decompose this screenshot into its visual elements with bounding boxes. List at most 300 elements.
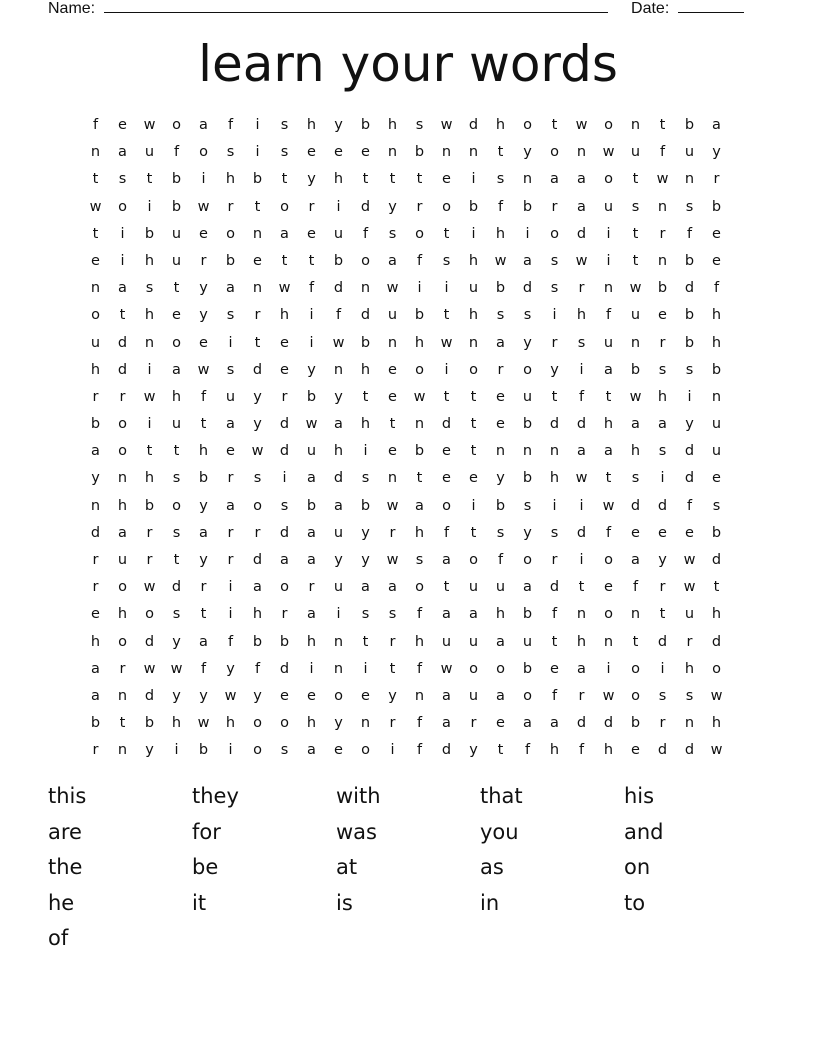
- grid-letter: y: [199, 280, 208, 297]
- grid-letter: b: [144, 497, 155, 514]
- grid-letter: r: [713, 171, 720, 188]
- grid-letter: o: [415, 579, 424, 596]
- grid-letter: s: [442, 252, 451, 269]
- grid-letter: y: [307, 171, 316, 188]
- grid-letter: h: [495, 606, 506, 623]
- grid-letter: n: [468, 334, 479, 351]
- grid-letter: b: [522, 198, 533, 215]
- grid-letter: o: [604, 552, 613, 568]
- grid-letter: s: [577, 334, 586, 351]
- grid-letter: a: [415, 497, 424, 514]
- grid-letter: e: [388, 443, 397, 460]
- grid-letter: u: [468, 579, 479, 596]
- grid-letter: t: [578, 579, 585, 596]
- grid-letter: w: [656, 171, 669, 188]
- grid-letter: o: [334, 687, 343, 704]
- word-bank-item: this: [48, 784, 87, 808]
- grid-letter: o: [523, 552, 532, 568]
- grid-letter: s: [658, 443, 667, 460]
- grid-letter: d: [90, 524, 101, 541]
- word-bank-item: that: [480, 784, 523, 808]
- grid-letter: a: [496, 633, 505, 650]
- grid-letter: w: [89, 198, 102, 215]
- grid-letter: o: [118, 579, 127, 596]
- grid-letter: t: [497, 144, 504, 161]
- grid-letter: t: [200, 416, 207, 433]
- grid-letter: y: [334, 552, 343, 568]
- grid-letter: n: [657, 198, 668, 215]
- grid-letter: i: [309, 334, 314, 351]
- grid-letter: a: [631, 416, 640, 433]
- grid-letter: s: [415, 117, 424, 133]
- grid-letter: h: [306, 633, 317, 650]
- grid-letter: d: [117, 361, 128, 378]
- word-bank-item: as: [480, 855, 504, 879]
- grid-letter: r: [659, 715, 666, 732]
- grid-letter: s: [226, 361, 235, 378]
- grid-letter: a: [172, 361, 181, 378]
- grid-letter: y: [496, 470, 505, 487]
- grid-letter: i: [147, 416, 152, 433]
- grid-letter: o: [469, 552, 478, 568]
- grid-letter: a: [199, 117, 208, 133]
- grid-letter: e: [496, 416, 505, 433]
- grid-letter: b: [171, 171, 182, 188]
- grid-letter: a: [199, 633, 208, 650]
- grid-letter: o: [442, 497, 451, 514]
- grid-letter: o: [712, 660, 721, 677]
- grid-letter: s: [280, 497, 289, 514]
- word-bank-item: at: [336, 855, 358, 879]
- grid-letter: t: [173, 443, 180, 460]
- grid-letter: w: [575, 470, 588, 487]
- grid-letter: b: [198, 742, 209, 759]
- grid-row: [82, 493, 730, 520]
- grid-letter: e: [199, 334, 208, 351]
- word-bank-item: you: [480, 819, 519, 844]
- grid-letter: w: [440, 660, 453, 677]
- grid-letter: w: [143, 117, 156, 133]
- grid-letter: b: [522, 470, 533, 487]
- grid-letter: i: [660, 660, 665, 677]
- grid-letter: y: [199, 552, 208, 568]
- grid-letter: i: [525, 225, 530, 242]
- grid-letter: b: [414, 307, 425, 324]
- grid-letter: h: [225, 715, 236, 732]
- grid-letter: f: [605, 524, 612, 541]
- grid-letter: b: [495, 280, 506, 297]
- grid-letter: h: [144, 470, 155, 487]
- grid-letter: r: [389, 633, 396, 650]
- grid-letter: y: [334, 715, 343, 732]
- grid-letter: r: [578, 280, 585, 297]
- grid-letter: o: [280, 579, 289, 596]
- grid-letter: t: [443, 579, 450, 596]
- grid-letter: i: [282, 470, 287, 487]
- grid-letter: u: [468, 687, 479, 704]
- grid-letter: u: [333, 579, 344, 596]
- grid-letter: h: [279, 307, 290, 324]
- grid-letter: d: [333, 280, 344, 297]
- grid-letter: t: [281, 252, 288, 269]
- grid-letter: i: [552, 307, 557, 324]
- grid-letter: h: [495, 225, 506, 242]
- grid-letter: o: [226, 225, 235, 242]
- grid-letter: e: [280, 687, 289, 704]
- grid-letter: t: [389, 660, 396, 677]
- grid-letter: s: [253, 470, 262, 487]
- grid-letter: f: [416, 660, 423, 677]
- grid-letter: t: [551, 633, 558, 650]
- grid-letter: a: [631, 552, 640, 568]
- grid-letter: e: [118, 117, 127, 133]
- grid-letter: r: [659, 225, 666, 242]
- grid-letter: i: [417, 280, 422, 297]
- grid-letter: o: [604, 171, 613, 188]
- grid-letter: b: [684, 307, 695, 324]
- grid-letter: b: [684, 334, 695, 351]
- grid-letter: n: [711, 388, 722, 405]
- grid-letter: s: [550, 524, 559, 541]
- grid-letter: o: [550, 225, 559, 242]
- grid-letter: t: [470, 388, 477, 405]
- grid-row: [82, 275, 730, 302]
- grid-letter: y: [172, 687, 181, 704]
- grid-letter: h: [630, 443, 641, 460]
- grid-letter: u: [306, 443, 317, 460]
- grid-letter: a: [550, 715, 559, 732]
- grid-letter: a: [307, 606, 316, 623]
- grid-letter: s: [550, 252, 559, 269]
- grid-letter: i: [390, 742, 395, 759]
- grid-letter: s: [496, 307, 505, 324]
- grid-letter: s: [631, 198, 640, 215]
- grid-letter: e: [91, 606, 100, 623]
- grid-letter: a: [334, 416, 343, 433]
- grid-letter: t: [416, 470, 423, 487]
- grid-letter: a: [388, 579, 397, 596]
- grid-letter: t: [146, 171, 153, 188]
- grid-letter: o: [523, 361, 532, 378]
- grid-letter: e: [91, 252, 100, 269]
- grid-letter: e: [550, 660, 559, 677]
- grid-letter: i: [147, 198, 152, 215]
- grid-letter: i: [606, 660, 611, 677]
- grid-letter: w: [602, 144, 615, 161]
- grid-letter: r: [254, 307, 261, 324]
- grid-letter: h: [117, 497, 128, 514]
- grid-letter: w: [440, 334, 453, 351]
- grid-letter: a: [523, 252, 532, 269]
- grid-letter: a: [91, 660, 100, 677]
- grid-letter: t: [659, 117, 666, 133]
- grid-letter: e: [280, 361, 289, 378]
- grid-letter: d: [630, 497, 641, 514]
- grid-letter: b: [495, 497, 506, 514]
- grid-letter: b: [198, 470, 209, 487]
- grid-letter: e: [253, 252, 262, 269]
- grid-letter: s: [361, 606, 370, 623]
- grid-letter: y: [712, 144, 721, 161]
- grid-letter: t: [497, 742, 504, 759]
- grid-letter: r: [551, 334, 558, 351]
- grid-letter: n: [360, 280, 371, 297]
- grid-letter: h: [225, 171, 236, 188]
- grid-letter: r: [281, 606, 288, 623]
- word-bank-item: are: [48, 819, 82, 844]
- grid-letter: t: [362, 171, 369, 188]
- grid-letter: n: [144, 334, 155, 351]
- grid-letter: w: [575, 117, 588, 133]
- grid-letter: u: [441, 633, 452, 650]
- grid-letter: b: [360, 334, 371, 351]
- grid-letter: f: [416, 606, 423, 623]
- grid-letter: o: [253, 497, 262, 514]
- grid-letter: d: [711, 552, 722, 568]
- grid-letter: a: [118, 524, 127, 541]
- grid-letter: a: [280, 225, 289, 242]
- grid-letter: h: [711, 334, 722, 351]
- grid-letter: s: [523, 307, 532, 324]
- grid-letter: u: [684, 606, 695, 623]
- grid-letter: b: [414, 144, 425, 161]
- grid-letter: w: [710, 742, 723, 759]
- grid-letter: i: [147, 361, 152, 378]
- grid-letter: i: [471, 497, 476, 514]
- grid-letter: n: [495, 443, 506, 460]
- grid-letter: b: [225, 252, 236, 269]
- grid-letter: s: [496, 524, 505, 541]
- grid-letter: r: [227, 470, 234, 487]
- grid-letter: r: [659, 334, 666, 351]
- grid-letter: y: [685, 416, 694, 433]
- grid-letter: i: [228, 579, 233, 596]
- date-blank[interactable]: [678, 0, 744, 13]
- grid-letter: a: [91, 687, 100, 704]
- grid-letter: y: [145, 742, 154, 759]
- grid-letter: e: [658, 524, 667, 541]
- grid-letter: u: [522, 388, 533, 405]
- word-bank-item: is: [336, 890, 353, 915]
- grid-letter: u: [144, 144, 155, 161]
- grid-letter: r: [146, 552, 153, 568]
- grid-letter: r: [92, 579, 99, 596]
- grid-letter: h: [90, 633, 101, 650]
- grid-letter: w: [143, 388, 156, 405]
- grid-letter: w: [197, 715, 210, 732]
- grid-letter: s: [226, 307, 235, 324]
- grid-letter: a: [604, 443, 613, 460]
- grid-letter: t: [389, 416, 396, 433]
- grid-letter: h: [144, 252, 155, 269]
- grid-letter: d: [684, 280, 695, 297]
- grid-letter: h: [684, 660, 695, 677]
- grid-letter: r: [308, 579, 315, 596]
- grid-letter: u: [711, 416, 722, 433]
- grid-letter: n: [360, 715, 371, 732]
- grid-letter: t: [632, 171, 639, 188]
- grid-letter: f: [227, 633, 234, 650]
- grid-letter: u: [711, 443, 722, 460]
- grid-letter: w: [386, 552, 399, 568]
- word-bank-item: in: [480, 890, 500, 915]
- grid-letter: d: [576, 225, 587, 242]
- grid-letter: e: [469, 470, 478, 487]
- grid-letter: u: [603, 198, 614, 215]
- grid-letter: n: [576, 144, 587, 161]
- grid-letter: h: [414, 633, 425, 650]
- grid-letter: h: [198, 443, 209, 460]
- grid-letter: i: [336, 606, 341, 623]
- grid-letter: e: [226, 443, 235, 460]
- grid-letter: n: [252, 225, 263, 242]
- grid-letter: i: [228, 334, 233, 351]
- grid-letter: u: [603, 334, 614, 351]
- grid-letter: f: [713, 280, 720, 297]
- grid-letter: d: [603, 715, 614, 732]
- grid-letter: u: [630, 307, 641, 324]
- grid-letter: i: [552, 497, 557, 514]
- grid-row: [82, 574, 730, 601]
- grid-letter: w: [143, 579, 156, 596]
- grid-letter: i: [444, 361, 449, 378]
- grid-letter: u: [333, 225, 344, 242]
- grid-letter: t: [362, 388, 369, 405]
- grid-letter: b: [360, 497, 371, 514]
- grid-letter: d: [441, 742, 452, 759]
- grid-letter: h: [144, 307, 155, 324]
- grid-letter: w: [251, 443, 264, 460]
- grid-letter: d: [279, 416, 290, 433]
- grid-letter: w: [170, 660, 183, 677]
- grid-letter: h: [549, 470, 560, 487]
- grid-letter: d: [684, 443, 695, 460]
- grid-letter: t: [632, 252, 639, 269]
- grid-letter: n: [603, 633, 614, 650]
- grid-letter: t: [443, 388, 450, 405]
- grid-letter: y: [226, 660, 235, 677]
- grid-letter: i: [579, 361, 584, 378]
- grid-letter: e: [334, 144, 343, 161]
- grid-letter: t: [416, 171, 423, 188]
- grid-letter: h: [468, 252, 479, 269]
- grid-letter: o: [415, 225, 424, 242]
- grid-letter: o: [280, 715, 289, 732]
- grid-letter: f: [227, 117, 234, 133]
- grid-letter: f: [659, 144, 666, 161]
- grid-letter: o: [631, 687, 640, 704]
- grid-letter: d: [252, 552, 263, 568]
- grid-letter: t: [146, 443, 153, 460]
- grid-letter: h: [360, 416, 371, 433]
- grid-letter: a: [712, 117, 721, 133]
- grid-row: [82, 737, 730, 764]
- date-label: Date:: [631, 0, 670, 17]
- grid-letter: y: [172, 633, 181, 650]
- grid-letter: o: [361, 742, 370, 759]
- grid-letter: f: [551, 687, 558, 704]
- grid-letter: a: [253, 579, 262, 596]
- grid-letter: o: [415, 361, 424, 378]
- grid-letter: d: [279, 660, 290, 677]
- grid-letter: n: [117, 470, 128, 487]
- grid-letter: f: [308, 280, 315, 297]
- grid-letter: a: [442, 606, 451, 623]
- grid-letter: f: [92, 117, 99, 133]
- grid-letter: i: [363, 443, 368, 460]
- grid-letter: a: [496, 687, 505, 704]
- grid-letter: n: [117, 742, 128, 759]
- grid-letter: b: [522, 660, 533, 677]
- grid-letter: a: [658, 416, 667, 433]
- grid-letter: d: [522, 280, 533, 297]
- grid-letter: r: [227, 524, 234, 541]
- grid-letter: a: [307, 524, 316, 541]
- grid-row: [82, 248, 730, 275]
- grid-letter: w: [386, 280, 399, 297]
- word-bank-item: be: [192, 855, 219, 879]
- grid-letter: n: [387, 144, 398, 161]
- grid-letter: n: [684, 715, 695, 732]
- grid-letter: e: [631, 742, 640, 759]
- grid-letter: e: [307, 225, 316, 242]
- name-blank[interactable]: [104, 0, 608, 13]
- grid-letter: r: [686, 633, 693, 650]
- grid-letter: r: [92, 388, 99, 405]
- grid-letter: s: [172, 470, 181, 487]
- grid-letter: f: [416, 742, 423, 759]
- word-bank: [48, 781, 788, 959]
- grid-row: [82, 656, 730, 683]
- grid-letter: d: [549, 416, 560, 433]
- grid-row: [82, 547, 730, 574]
- grid-letter: e: [361, 144, 370, 161]
- grid-letter: y: [334, 388, 343, 405]
- grid-letter: y: [388, 198, 397, 215]
- grid-letter: s: [712, 497, 721, 514]
- word-bank-item: it: [192, 890, 207, 915]
- grid-letter: n: [333, 660, 344, 677]
- grid-letter: n: [387, 470, 398, 487]
- grid-letter: t: [659, 606, 666, 623]
- grid-letter: f: [200, 388, 207, 405]
- grid-letter: u: [630, 144, 641, 161]
- grid-letter: e: [604, 579, 613, 596]
- grid-letter: r: [92, 552, 99, 568]
- grid-letter: h: [711, 715, 722, 732]
- grid-letter: d: [576, 715, 587, 732]
- grid-letter: w: [305, 416, 318, 433]
- grid-letter: r: [281, 388, 288, 405]
- grid-letter: h: [549, 742, 560, 759]
- grid-letter: a: [496, 334, 505, 351]
- word-bank-item: with: [336, 784, 381, 808]
- grid-letter: h: [90, 361, 101, 378]
- grid-letter: d: [117, 334, 128, 351]
- grid-letter: e: [388, 361, 397, 378]
- grid-letter: i: [660, 470, 665, 487]
- grid-letter: i: [201, 171, 206, 188]
- grid-letter: t: [92, 225, 99, 242]
- grid-letter: w: [197, 198, 210, 215]
- grid-letter: a: [577, 443, 586, 460]
- grid-row: [82, 112, 730, 139]
- grid-letter: o: [145, 606, 154, 623]
- grid-row: [82, 194, 730, 221]
- word-bank-item: they: [192, 784, 239, 808]
- grid-letter: i: [444, 280, 449, 297]
- grid-letter: d: [333, 470, 344, 487]
